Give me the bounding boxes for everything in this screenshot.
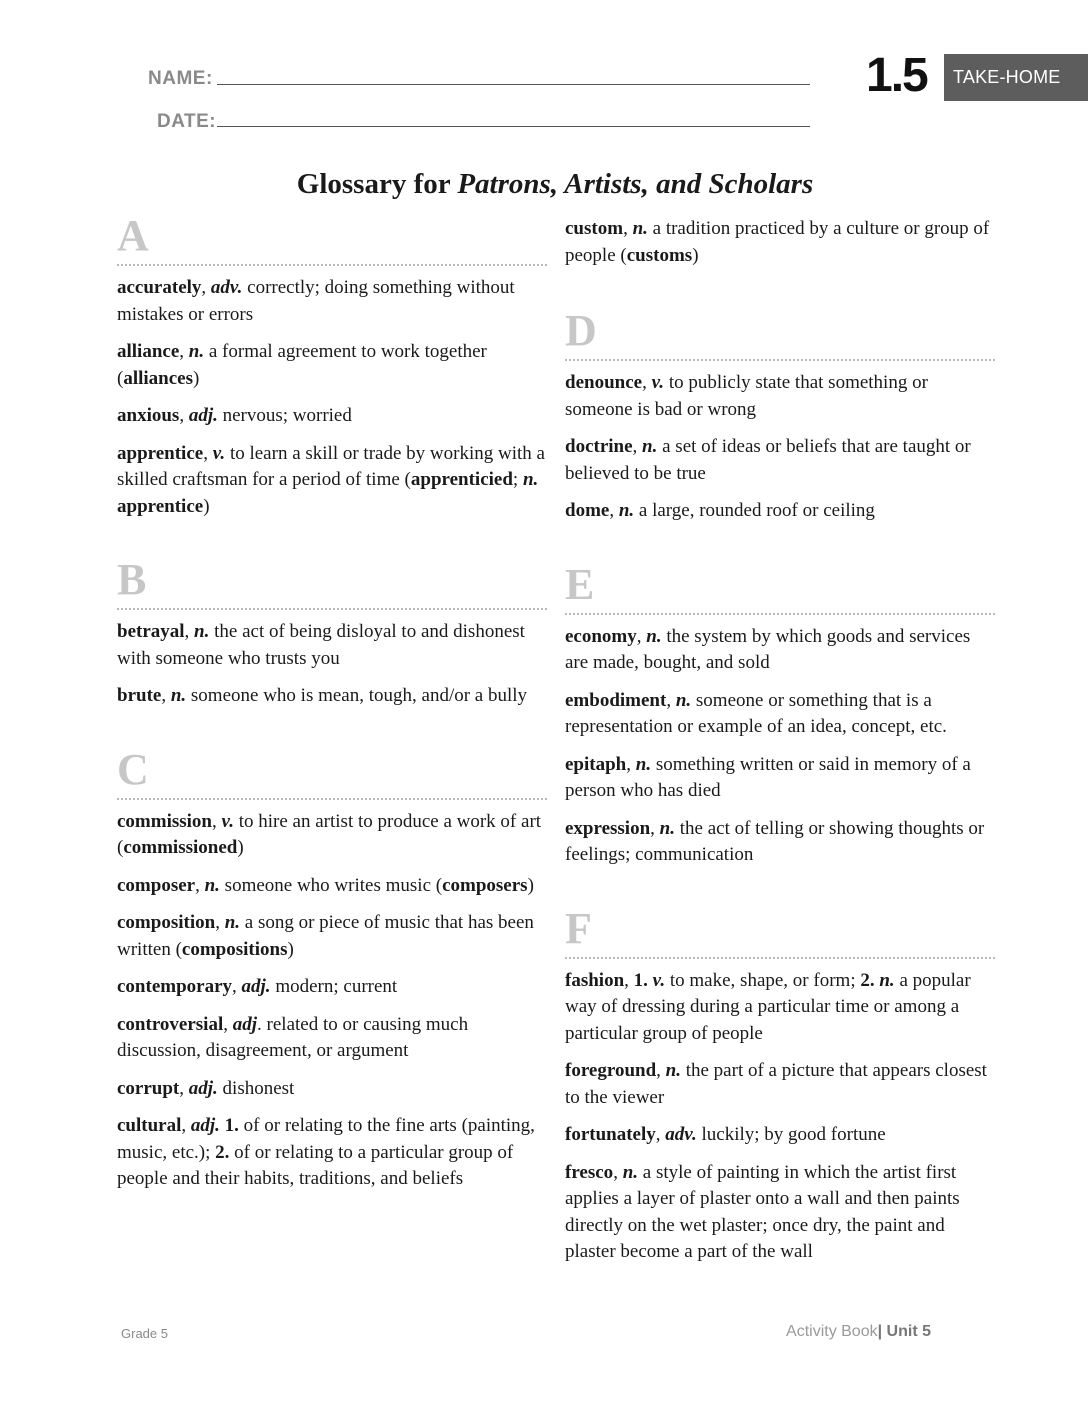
definition-2: a popular way of dressing during a particular time or among a particular group of people	[565, 969, 971, 1044]
definition: a tradition practiced by a culture or group of people (	[565, 218, 990, 266]
entry-foreground: foreground, n. the part of a picture that appears closest to the viewer	[565, 1060, 987, 1108]
section-heading-e: E	[565, 563, 995, 615]
term: apprentice	[117, 442, 204, 464]
part-of-speech: n.	[170, 685, 187, 706]
part-of-speech: v.	[212, 442, 226, 464]
entry-fresco: fresco, n. a style of painting in which the artist first applies a layer of plaster onto a wall and then paints directly on the wet plaster; once dry, the paint and plaster become a part of the wall	[565, 1161, 960, 1262]
entry-controversial: controversial, adj. related to or causing much discussion, disagreement, or argument	[117, 1013, 469, 1061]
term: contemporary	[117, 976, 233, 997]
part-of-speech: adj.	[241, 976, 271, 997]
term: commission	[117, 810, 212, 832]
definition: correctly; doing something without mistakes or errors	[117, 277, 515, 325]
definition: the system by which goods and services are made, bought, and sold	[565, 625, 971, 673]
date-field[interactable]	[217, 126, 810, 127]
entry-alliance: alliance, n. a formal agreement to work together (alliances)	[117, 341, 487, 389]
definition: a style of painting in which the artist first applies a layer of plaster onto a wall and then paints directly on the wet plaster; once dry, the paint and plaster become a part of the wall	[565, 1161, 960, 1262]
part-of-speech: v.	[221, 810, 234, 832]
title-prefix: Glossary for	[296, 168, 458, 200]
entry-betrayal: betrayal, n. the act of being disloyal to and dishonest with someone who trusts you	[117, 621, 525, 669]
part-of-speech: v.	[652, 969, 666, 991]
definition: someone who is mean, tough, and/or a bully	[190, 685, 528, 706]
entry-composition: composition, n. a song or piece of music that has been written (compositions)	[117, 912, 534, 960]
part-of-speech: v.	[651, 372, 665, 393]
sense-number-1: 1.	[633, 969, 648, 991]
term: cultural	[117, 1115, 182, 1136]
definition: the act of being disloyal to and dishonest with someone who trusts you	[117, 621, 525, 669]
glossary-left-column	[117, 211, 547, 1204]
word-form: alliances	[123, 367, 193, 389]
term: epitaph	[565, 753, 627, 775]
term: composer	[117, 874, 196, 896]
separator: ;	[512, 469, 523, 490]
term: doctrine	[565, 436, 633, 457]
entry-denounce: denounce, v. to publicly state that something or someone is bad or wrong	[565, 372, 928, 420]
close-paren: )	[193, 367, 200, 389]
footer-book-unit	[786, 1323, 931, 1341]
term: fortunately	[565, 1124, 656, 1145]
part-of-speech: n.	[675, 689, 692, 711]
lesson-number: 1.5	[866, 49, 927, 102]
section-heading-f: F	[565, 907, 995, 959]
glossary-right-column	[565, 216, 995, 1277]
take-home-badge: TAKE-HOME	[944, 54, 1088, 101]
part-of-speech: adv.	[210, 277, 243, 298]
definition: the part of a picture that appears closest to the viewer	[565, 1060, 987, 1108]
term: fashion	[565, 969, 625, 991]
definition: to publicly state that something or someone is bad or wrong	[565, 372, 928, 420]
term: corrupt	[117, 1077, 180, 1099]
term: embodiment	[565, 689, 667, 711]
term: denounce	[565, 372, 643, 393]
part-of-speech: n.	[642, 436, 658, 457]
footer-unit: Unit 5	[886, 1323, 931, 1340]
entry-contemporary: contemporary, adj. modern; current	[117, 976, 398, 997]
word-form-2: apprentice	[117, 495, 204, 517]
section-heading-c: C	[117, 748, 547, 800]
entry-expression: expression, n. the act of telling or showing thoughts or feelings; communication	[565, 817, 985, 865]
entry-fortunately: fortunately, adv. luckily; by good fortune	[565, 1124, 886, 1145]
section-heading-b: B	[117, 558, 547, 610]
definition: of or relating to the fine arts (painting, music, etc.);	[117, 1115, 535, 1163]
footer-grade: Grade 5	[121, 1326, 168, 1341]
term: anxious	[117, 405, 180, 426]
name-field[interactable]	[217, 84, 810, 85]
term: betrayal	[117, 621, 185, 642]
close-paren: )	[527, 874, 534, 896]
part-of-speech-2: n.	[879, 969, 895, 991]
entry-custom: custom, n. a tradition practiced by a culture or group of people (customs)	[565, 218, 990, 266]
term: brute	[117, 685, 162, 706]
entry-anxious: anxious, adj. nervous; worried	[117, 405, 352, 426]
definition: to hire an artist to produce a work of art (	[117, 810, 542, 858]
definition: a large, rounded roof or ceiling	[638, 500, 875, 521]
definition: to make, shape, or form;	[669, 969, 861, 991]
definition: luckily; by good fortune	[701, 1124, 886, 1145]
part-of-speech: n.	[632, 218, 648, 239]
term: composition	[117, 912, 216, 933]
sense-number-2: 2.	[215, 1141, 230, 1163]
term: controversial	[117, 1013, 224, 1035]
sense-number-2: 2.	[860, 969, 875, 991]
part-of-speech: adj	[232, 1013, 258, 1035]
entry-doctrine: doctrine, n. a set of ideas or beliefs that are taught or believed to be true	[565, 436, 971, 484]
part-of-speech: adv.	[665, 1124, 697, 1145]
definition: a set of ideas or beliefs that are taught or believed to be true	[565, 436, 971, 484]
entry-corrupt: corrupt, adj. dishonest	[117, 1077, 295, 1099]
close-paren: )	[692, 244, 699, 266]
section-heading-a: A	[117, 214, 547, 266]
definition: a song or piece of music that has been written (	[117, 912, 534, 960]
part-of-speech: n.	[622, 1161, 639, 1183]
definition: . related to or causing much discussion, disagreement, or argument	[117, 1013, 469, 1061]
title-book: Patrons, Artists, and Scholars	[457, 168, 814, 200]
part-of-speech: n.	[618, 500, 635, 521]
part-of-speech: n.	[194, 621, 210, 642]
part-of-speech: n.	[635, 753, 652, 775]
term: fresco	[565, 1161, 614, 1183]
definition: modern; current	[275, 976, 398, 997]
entry-dome: dome, n. a large, rounded roof or ceiling	[565, 500, 875, 521]
footer-divider: |	[877, 1323, 883, 1340]
entry-fashion: fashion, 1. v. to make, shape, or form; 2. n. a popular way of dressing during a particular time or among a particular group of people	[565, 969, 971, 1044]
part-of-speech: n.	[659, 817, 675, 839]
word-form: apprenticied	[410, 469, 513, 490]
entry-commission: commission, v. to hire an artist to produce a work of art (commissioned)	[117, 810, 542, 858]
part-of-speech: n.	[188, 341, 205, 362]
definition: someone who writes music (	[224, 874, 443, 896]
definition: nervous; worried	[222, 405, 352, 426]
term: custom	[565, 218, 624, 239]
word-form: composers	[442, 874, 528, 896]
entry-epitaph: epitaph, n. something written or said in memory of a person who has died	[565, 753, 971, 801]
part-of-speech: n.	[224, 912, 241, 933]
definition: a formal agreement to work together (	[117, 341, 487, 389]
entry-embodiment: embodiment, n. someone or something that is a representation or example of an idea, concept, etc.	[565, 689, 947, 737]
part-of-speech: n.	[646, 625, 662, 647]
definition: dishonest	[222, 1077, 295, 1099]
definition-2: of or relating to a particular group of people and their habits, traditions, and beliefs	[117, 1141, 514, 1189]
term: alliance	[117, 341, 180, 362]
close-paren: )	[203, 495, 210, 517]
definition: to learn a skill or trade by working with a skilled craftsman for a period of time (	[117, 442, 545, 490]
definition: someone or something that is a representation or example of an idea, concept, etc.	[565, 689, 947, 737]
term: economy	[565, 625, 637, 647]
footer-book: Activity Book	[786, 1323, 878, 1340]
entry-apprentice: apprentice, v. to learn a skill or trade by working with a skilled craftsman for a period of time (apprenticied; n. apprentice)	[117, 442, 545, 517]
word-form: customs	[626, 244, 693, 266]
part-of-speech: adj.	[188, 405, 218, 426]
term: accurately	[117, 277, 202, 298]
entry-brute: brute, n. someone who is mean, tough, and/or a bully	[117, 685, 528, 706]
name-label: NAME:	[148, 68, 213, 89]
entry-composer: composer, n. someone who writes music (composers)	[117, 874, 534, 896]
close-paren: )	[287, 938, 294, 960]
word-form: compositions	[181, 938, 288, 960]
entry-economy: economy, n. the system by which goods and services are made, bought, and sold	[565, 625, 971, 673]
close-paren: )	[237, 837, 244, 858]
definition: something written or said in memory of a person who has died	[565, 753, 971, 801]
entry-cultural: cultural, adj. 1. of or relating to the fine arts (painting, music, etc.); 2. of or relating to a particular group of people and their habits, traditions, and beliefs	[117, 1115, 535, 1189]
part-of-speech: adj.	[190, 1115, 220, 1136]
term: dome	[565, 500, 610, 521]
section-heading-d: D	[565, 309, 995, 361]
term: expression	[565, 817, 651, 839]
date-label: DATE:	[157, 111, 217, 132]
term: foreground	[565, 1060, 657, 1081]
page-title	[0, 168, 1088, 201]
entry-accurately: accurately, adv. correctly; doing something without mistakes or errors	[117, 277, 515, 325]
definition: the act of telling or showing thoughts or feelings; communication	[565, 817, 985, 865]
sense-number-1: 1.	[224, 1115, 239, 1136]
part-of-speech-2: n.	[522, 469, 539, 490]
word-form: commissioned	[123, 837, 238, 858]
part-of-speech: n.	[665, 1060, 681, 1081]
part-of-speech: n.	[204, 874, 220, 896]
part-of-speech: adj.	[188, 1077, 218, 1099]
